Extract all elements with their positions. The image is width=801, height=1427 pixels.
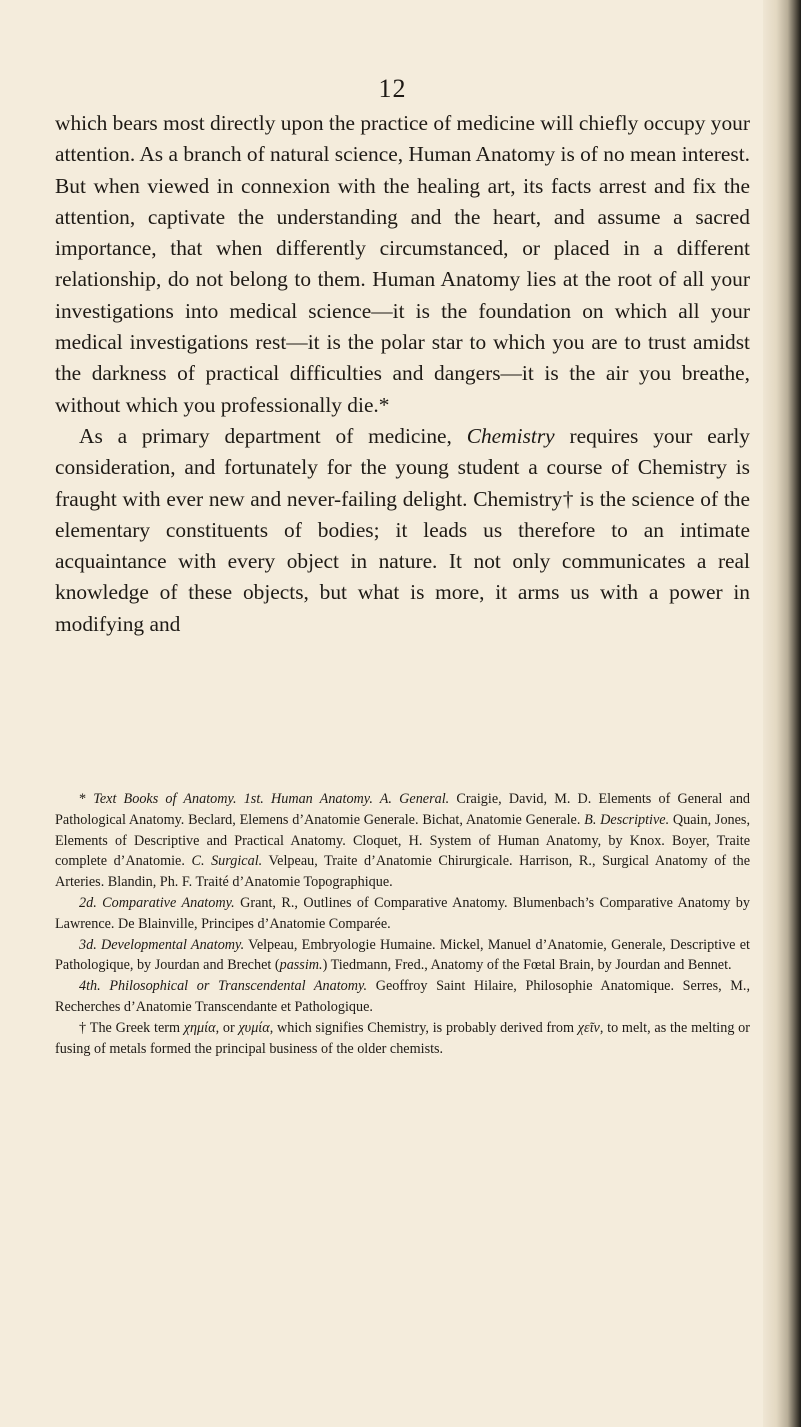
chemistry-intro: As a primary department of medicine,	[79, 423, 467, 448]
body-text	[55, 108, 750, 640]
developmental-list-a: Velpeau, Embryologie Humaine. Mickel, Manuel d’Anatomie, Generale, Descriptive et Pathologique, by Jourdan and Brechet (	[55, 936, 750, 974]
footnote-comparative	[55, 893, 750, 935]
chemistry-text: requires your early consideration, and fortunately for the young student a course of Chemistry is fraught with ever new and never-failing delight. Chemistry† is the science of the elementary constituents of bodies; it leads us therefore to an intimate acquaintance with every object in nature. It not only communicates a real knowledge of these objects, but what is more, it arms us with a power in modifying and	[55, 423, 750, 636]
book-spine-shadow	[763, 0, 801, 1427]
footnotes	[55, 789, 750, 1059]
paragraph-chemistry	[55, 421, 750, 640]
greek-text-a: † The Greek term	[79, 1019, 184, 1036]
greek-word-2: χυμία	[238, 1019, 270, 1036]
footnote-philosophical	[55, 976, 750, 1018]
comparative-list: Grant, R., Outlines of Comparative Anatomy. Blumenbach’s Comparative Anatomy by Lawrence. De Blainville, Principes d’Anatomie Comparée.	[55, 894, 750, 932]
footnote-heading: Text Books of Anatomy.	[93, 791, 237, 807]
greek-text-b: , or	[215, 1019, 239, 1036]
footnote-textbooks	[55, 789, 750, 893]
footnote-mark: *	[79, 791, 94, 807]
passim: passim.	[279, 957, 323, 974]
page-number: 12	[378, 74, 407, 103]
general-list: Craigie, David, M. D. Elements of General and Pathological Anatomy. Beclard, Elemens d’Anatomie Generale. Bichat, Anatomie Generale.	[55, 791, 751, 828]
section-descriptive: B. Descriptive.	[580, 811, 670, 828]
surgical-list: Velpeau, Traite d’Anatomie Chirurgicale. Harrison, R., Surgical Anatomy of the Arteries. Blandin, Ph. F. Traité d’Anatomie Topographique.	[55, 853, 751, 891]
greek-text-c: , which signifies Chemistry, is probably derived from	[269, 1019, 578, 1036]
footnote-greek-term	[55, 1018, 750, 1060]
philosophical-list: Geoffroy Saint Hilaire, Philosophie Anatomique. Serres, M., Recherches d’Anatomie Transcendante et Pathologique.	[55, 978, 751, 1015]
greek-word-3: χεῖν	[577, 1019, 600, 1036]
greek-text-d: , to melt, as the melting or fusing of metals formed the principal business of the older chemists.	[55, 1019, 750, 1057]
footnote-developmental	[55, 935, 750, 977]
paragraph-anatomy: which bears most directly upon the practice of medicine will chiefly occupy your attention. As a branch of natural science, Human Anatomy is of no mean interest. But when viewed in connexion with the healing art, its facts arrest and fix the attention, captivate the understanding and the heart, and assume a sacred importance, that when differently circumstanced, or placed in a different relationship, do not belong to them. Human Anatomy lies at the root of all your investigations into medical science—it is the foundation on which all your medical investigations rest—it is the polar star to which you are to trust amidst the darkness of practical difficulties and dangers—it is the air you breathe, without which you professionally die.*	[55, 111, 750, 417]
descriptive-list: Quain, Jones, Elements of Descriptive and Practical Anatomy. Cloquet, H. System of Human Anatomy, by Knox. Boyer, Traite complete d’Anatomie.	[55, 811, 750, 870]
section-surgical: C. Surgical.	[184, 853, 263, 870]
developmental-list-b: ) Tiedmann, Fred., Anatomy of the Fœtal Brain, by Jourdan and Bennet.	[322, 957, 732, 974]
developmental-heading: 3d. Developmental Anatomy.	[79, 936, 245, 953]
philosophical-heading: 4th. Philosophical or Transcendental Anatomy.	[79, 978, 368, 995]
chemistry-term: Chemistry	[466, 423, 555, 448]
greek-word-1: χημία	[183, 1019, 216, 1036]
section-general: 1st. Human Anatomy. A. General.	[236, 791, 450, 807]
comparative-heading: 2d. Comparative Anatomy.	[79, 894, 235, 911]
